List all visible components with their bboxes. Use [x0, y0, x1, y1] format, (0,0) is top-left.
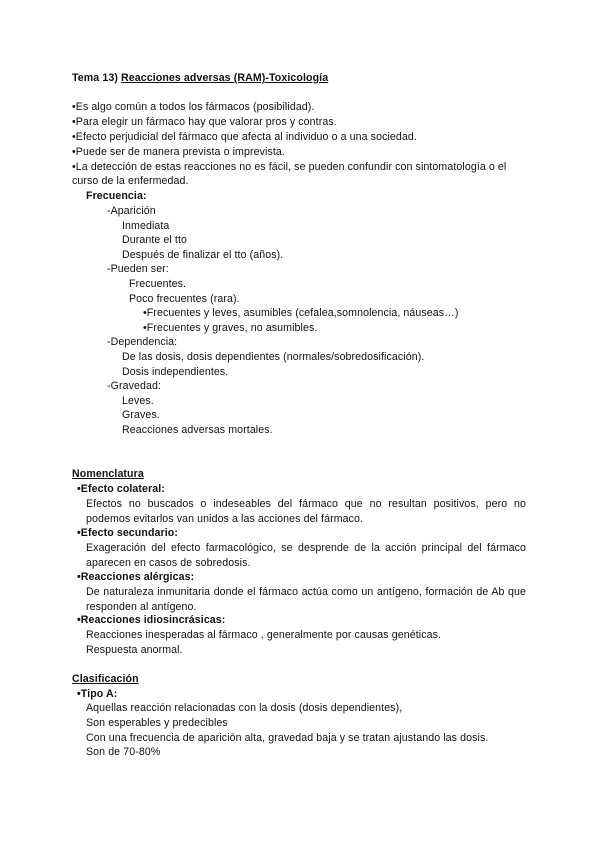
definition-text: Exageración del efecto farmacológico, se desprende de la acción principal del fármaco aparecen en casos de sobredosis.: [86, 542, 526, 569]
list-item: Durante el tto: [122, 234, 187, 246]
frecuencia-heading: Frecuencia:: [86, 190, 147, 202]
doc-title: [72, 72, 328, 85]
subheading: -Pueden ser:: [107, 263, 169, 275]
term-label: •Efecto secundario:: [77, 527, 178, 539]
definition-text: Son de 70-80%: [86, 746, 161, 758]
intro-line: •Para elegir un fármaco hay que valorar pros y contras.: [72, 116, 337, 128]
definition-text: Son esperables y predecibles: [86, 717, 228, 729]
subheading: -Aparición: [107, 205, 156, 217]
term-label: •Reacciones idiosincrásicas:: [77, 614, 226, 626]
clasificacion-heading: Clasificación: [72, 673, 139, 685]
list-item: Frecuentes.: [129, 278, 187, 290]
definition-text: Efectos no buscados o indeseables del fármaco que no resultan positivos, pero no podemos evitarlos van unidos a las acciones del fármaco.: [86, 498, 526, 525]
intro-line: curso de la enfermedad.: [72, 175, 189, 187]
term-label: •Tipo A:: [77, 688, 118, 700]
list-item: •Frecuentes y graves, no asumibles.: [143, 322, 318, 334]
term-label: •Reacciones alérgicas:: [77, 571, 195, 583]
intro-line: •Puede ser de manera prevista o imprevista.: [72, 146, 285, 158]
subheading: -Gravedad:: [107, 380, 161, 392]
list-item: Dosis independientes.: [122, 366, 229, 378]
list-item: De las dosis, dosis dependientes (normales/sobredosificación).: [122, 351, 425, 363]
list-item: Después de finalizar el tto (años).: [122, 249, 284, 261]
definition-text: Respuesta anormal.: [86, 644, 183, 656]
definition-text: Reacciones inesperadas al fármaco , generalmente por causas genéticas.: [86, 629, 442, 641]
definition-text: De naturaleza inmunitaria donde el fármaco actúa como un antígeno, formación de Ab que responden al antígeno.: [86, 586, 526, 613]
intro-line: •Es algo común a todos los fármacos (posibilidad).: [72, 101, 315, 113]
term-label: •Efecto colateral:: [77, 483, 165, 495]
intro-line: •La detección de estas reacciones no es fácil, se pueden confundir con sintomatología o el: [72, 161, 507, 173]
subheading: -Dependencia:: [107, 336, 178, 348]
intro-line: •Efecto perjudicial del fármaco que afecta al individuo o a una sociedad.: [72, 131, 417, 143]
title-text: Reacciones adversas (RAM)-Toxicología: [121, 72, 329, 84]
definition-text: Aquellas reacción relacionadas con la dosis (dosis dependientes),: [86, 702, 403, 714]
list-item: Inmediata: [122, 220, 170, 232]
list-item: Poco frecuentes (rara).: [129, 293, 240, 305]
definition-text: Con una frecuencia de aparición alta, gravedad baja y se tratan ajustando las dosis.: [86, 732, 489, 744]
list-item: Reacciones adversas mortales.: [122, 424, 273, 436]
list-item: Leves.: [122, 395, 154, 407]
nomenclatura-heading: Nomenclatura: [72, 468, 144, 480]
list-item: •Frecuentes y leves, asumibles (cefalea,somnolencia, náuseas…): [143, 307, 459, 319]
title-label: Tema 13): [72, 72, 118, 84]
list-item: Graves.: [122, 409, 160, 421]
